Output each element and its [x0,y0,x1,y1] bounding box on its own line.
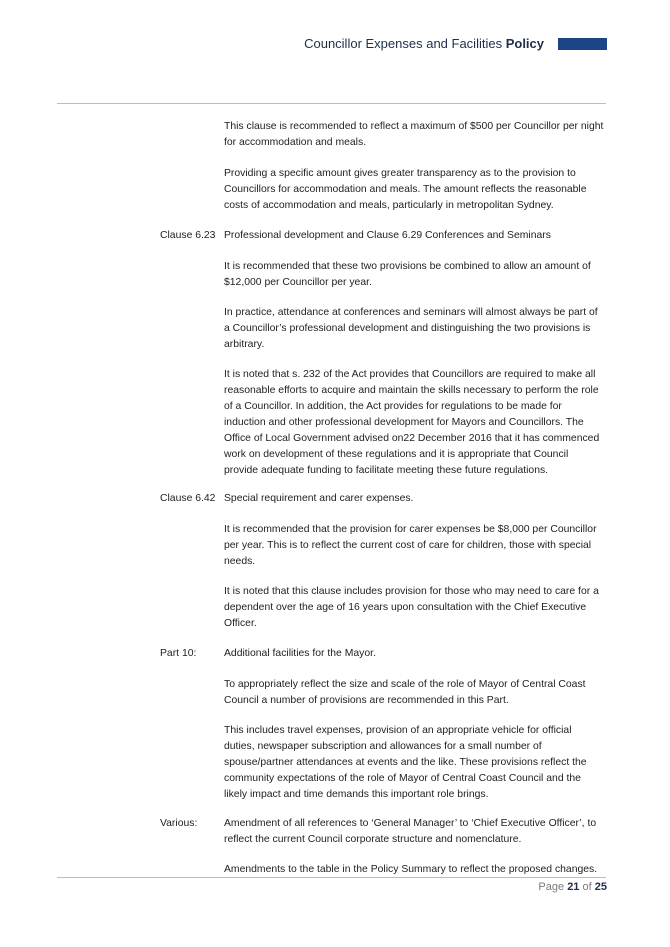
paragraph-table-amendment: Amendments to the table in the Policy Summary to reflect the proposed changes. [224,864,598,875]
header-divider [57,103,606,104]
paragraph-mayor-facilities: This includes travel expenses, provision of an appropriate vehicle for official duties, newspaper subscription and allowances for a small number of spouse/partner attendances at events and the like. These provisions reflect the community expectations of the role of Mayor of Central Coast Council and the likely impact and time demands this important role brings. [224,725,587,800]
page-current: 21 [567,881,580,893]
paragraph-conferences-combined: In practice, attendance at conferences and seminars will almost always be part of a Councillor’s professional development and distinguishing the two provisions is arbitrary. [224,307,598,350]
clause-heading-6-23: Professional development and Clause 6.29 Conferences and Seminars [224,230,551,241]
paragraph-accommodation-transparency: Providing a specific amount gives greater transparency as to the provision to Councillors for accommodation and meals. The amount reflects the reasonable costs of accommodation and meals, particularly in metropolitan Sydney. [224,168,587,211]
clause-label-6-42: Clause 6.42 [160,493,216,504]
part-label-10: Part 10: [160,648,197,659]
page-total: 25 [594,881,607,893]
footer-divider [57,877,606,878]
page-number [538,881,607,893]
of-word: of [582,881,592,893]
paragraph-accommodation-limit: This clause is recommended to reflect a maximum of $500 per Councillor per night for accommodation and meals. [224,121,604,148]
clause-label-6-23: Clause 6.23 [160,230,216,241]
header-accent-bar [558,38,607,50]
paragraph-dependent-care: It is noted that this clause includes provision for those who may need to care for a dependent over the age of 16 years upon consultation with the Chief Executive Officer. [224,586,599,629]
page-word: Page [538,881,565,893]
header-title-text: Councillor Expenses and Facilities [304,36,503,51]
header-title-bold: Policy [505,36,544,51]
paragraph-act-section-232: It is noted that s. 232 of the Act provides that Councillors are required to make all reasonable efforts to acquire and maintain the skills necessary to perform the role of a Councillor. In addition, the Act provides for regulations to be made for induction and other professional development for Mayors and Councillors. The Office of Local Government advised on22 December 2016 that it has commenced work on development of these regulations and it is appropriate that Council provide adequate funding to facilitate meeting these future regulations. [224,369,600,476]
page-header-title [304,36,544,51]
paragraph-references-amendment: Amendment of all references to ‘General Manager’ to ‘Chief Executive Officer’, to reflect the current Council corporate structure and nomenclature. [224,818,597,845]
paragraph-mayor-provisions: To appropriately reflect the size and scale of the role of Mayor of Central Coast Council a number of provisions are recommended in this Part. [224,679,586,706]
paragraph-professional-development-amount: It is recommended that these two provisions be combined to allow an amount of $12,000 per Councillor per year. [224,261,591,288]
various-label: Various: [160,818,198,829]
part-heading-10: Additional facilities for the Mayor. [224,648,376,659]
paragraph-carer-expenses-amount: It is recommended that the provision for carer expenses be $8,000 per Councillor per year. This is to reflect the current cost of care for children, those with special needs. [224,524,597,567]
clause-heading-6-42: Special requirement and carer expenses. [224,493,414,504]
